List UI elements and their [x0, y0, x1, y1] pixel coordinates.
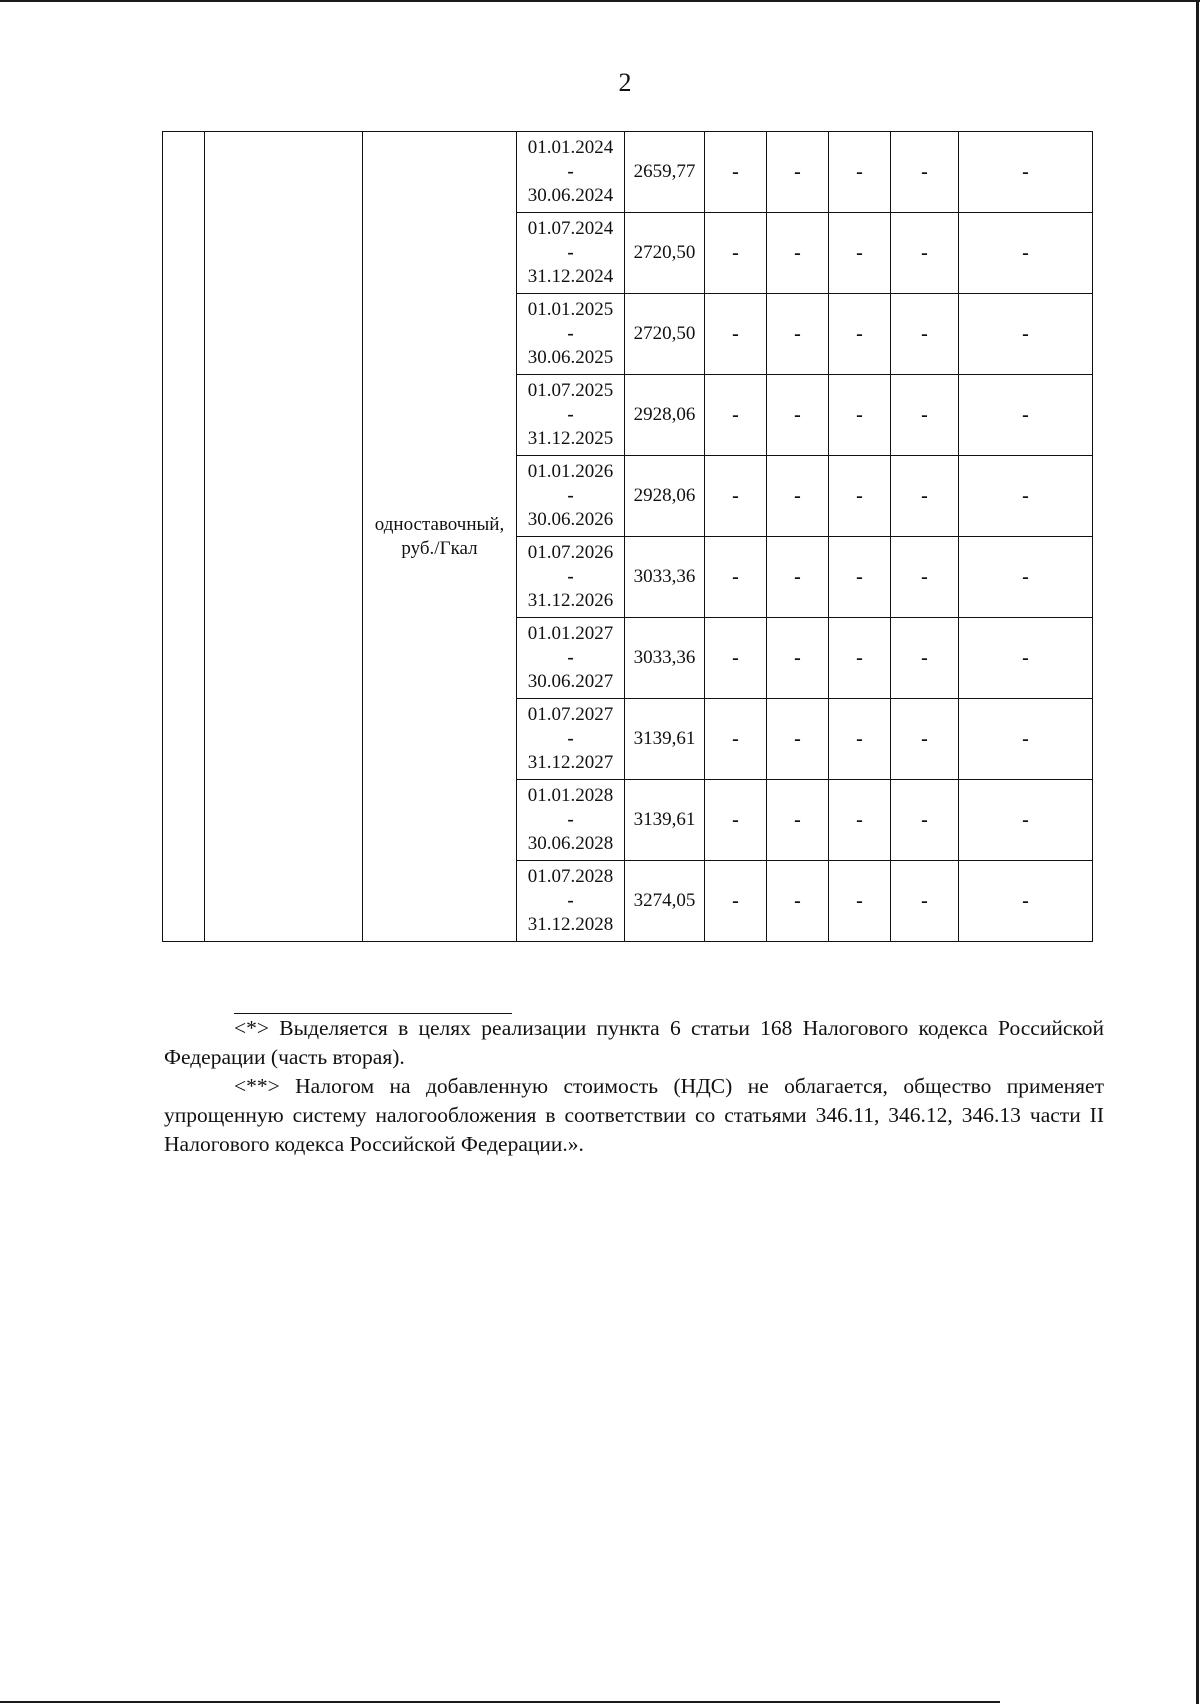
- scan-edge-right: [1196, 0, 1199, 1704]
- empty-value-cell: -: [959, 699, 1093, 780]
- empty-value-cell: -: [891, 780, 959, 861]
- empty-value-cell: -: [829, 132, 891, 213]
- footnote-vat-allocation: <*> Выделяется в целях реализации пункта 6 статьи 168 Налогового кодекса Российской Федерации (часть вторая).: [164, 1016, 1104, 1069]
- period-cell: [517, 780, 625, 861]
- empty-value-cell: -: [829, 213, 891, 294]
- period-cell: [517, 375, 625, 456]
- empty-value-cell: -: [767, 294, 829, 375]
- empty-value-cell: -: [959, 456, 1093, 537]
- empty-value-cell: -: [767, 213, 829, 294]
- period-end: 31.12.2026: [527, 590, 614, 611]
- period-cell: [517, 213, 625, 294]
- period-cell: [517, 699, 625, 780]
- period-end: 30.06.2025: [527, 347, 614, 368]
- empty-value-cell: -: [959, 618, 1093, 699]
- tariff-value-cell: 3139,61: [625, 699, 705, 780]
- period-sep: -: [567, 161, 574, 182]
- tariff-value-cell: 2720,50: [625, 294, 705, 375]
- empty-value-cell: -: [829, 294, 891, 375]
- empty-value-cell: -: [767, 861, 829, 942]
- empty-value-cell: -: [829, 861, 891, 942]
- period-start: 01.01.2027: [527, 623, 614, 644]
- row-number-cell: [163, 132, 205, 942]
- empty-value-cell: -: [767, 618, 829, 699]
- empty-value-cell: -: [891, 699, 959, 780]
- empty-value-cell: -: [829, 456, 891, 537]
- page-number: 2: [618, 68, 632, 97]
- empty-value-cell: -: [959, 375, 1093, 456]
- period-cell: [517, 618, 625, 699]
- period-end: 30.06.2027: [527, 671, 614, 692]
- empty-value-cell: -: [705, 618, 767, 699]
- empty-value-cell: -: [891, 375, 959, 456]
- tariff-table: [162, 131, 1093, 942]
- period-end: 31.12.2025: [527, 428, 614, 449]
- empty-value-cell: -: [705, 780, 767, 861]
- tariff-value-cell: 3033,36: [625, 537, 705, 618]
- empty-value-cell: -: [891, 537, 959, 618]
- organization-cell: [205, 132, 363, 942]
- tariff-value-cell: 2928,06: [625, 375, 705, 456]
- period-end: 30.06.2024: [527, 185, 614, 206]
- footnote-vat-exemption: <**> Налогом на добавленную стоимость (НДС) не облагается, общество применяет упрощенную систему налогообложения в соответствии со статьями 346.11, 346.12, 346.13 части II Налогового кодекса Российской Федерации.».: [164, 1074, 1104, 1156]
- period-sep: -: [567, 242, 574, 263]
- empty-value-cell: -: [959, 132, 1093, 213]
- scan-edge-bottom: [0, 1701, 1000, 1703]
- period-sep: -: [567, 485, 574, 506]
- tariff-value-cell: 3139,61: [625, 780, 705, 861]
- empty-value-cell: -: [891, 861, 959, 942]
- period-start: 01.01.2026: [527, 461, 614, 482]
- period-start: 01.01.2024: [527, 137, 614, 158]
- tariff-value-cell: 3033,36: [625, 618, 705, 699]
- empty-value-cell: -: [959, 861, 1093, 942]
- empty-value-cell: -: [705, 132, 767, 213]
- period-sep: -: [567, 890, 574, 911]
- period-end: 31.12.2024: [527, 266, 614, 287]
- table-row: [163, 132, 1093, 213]
- empty-value-cell: -: [891, 618, 959, 699]
- period-start: 01.01.2028: [527, 785, 614, 806]
- period-sep: -: [567, 566, 574, 587]
- period-start: 01.07.2027: [527, 704, 614, 725]
- empty-value-cell: -: [767, 699, 829, 780]
- period-start: 01.07.2028: [527, 866, 614, 887]
- period-end: 31.12.2027: [527, 752, 614, 773]
- empty-value-cell: -: [705, 699, 767, 780]
- empty-value-cell: -: [891, 456, 959, 537]
- period-start: 01.01.2025: [527, 299, 614, 320]
- empty-value-cell: -: [705, 213, 767, 294]
- period-cell: [517, 537, 625, 618]
- empty-value-cell: -: [705, 537, 767, 618]
- empty-value-cell: -: [767, 780, 829, 861]
- empty-value-cell: -: [829, 375, 891, 456]
- empty-value-cell: -: [705, 456, 767, 537]
- tariff-value-cell: 2720,50: [625, 213, 705, 294]
- empty-value-cell: -: [767, 537, 829, 618]
- empty-value-cell: -: [767, 456, 829, 537]
- empty-value-cell: -: [829, 780, 891, 861]
- empty-value-cell: -: [959, 294, 1093, 375]
- empty-value-cell: -: [705, 861, 767, 942]
- empty-value-cell: -: [891, 132, 959, 213]
- period-start: 01.07.2024: [527, 218, 614, 239]
- period-sep: -: [567, 728, 574, 749]
- period-sep: -: [567, 647, 574, 668]
- period-start: 01.07.2026: [527, 542, 614, 563]
- empty-value-cell: -: [705, 375, 767, 456]
- empty-value-cell: -: [959, 780, 1093, 861]
- period-sep: -: [567, 809, 574, 830]
- period-end: 30.06.2028: [527, 833, 614, 854]
- period-sep: -: [567, 323, 574, 344]
- period-end: 31.12.2028: [527, 914, 614, 935]
- empty-value-cell: -: [705, 294, 767, 375]
- empty-value-cell: -: [767, 132, 829, 213]
- period-sep: -: [567, 404, 574, 425]
- period-cell: [517, 132, 625, 213]
- empty-value-cell: -: [829, 537, 891, 618]
- empty-value-cell: -: [767, 375, 829, 456]
- period-cell: [517, 294, 625, 375]
- empty-value-cell: -: [891, 294, 959, 375]
- tariff-value-cell: 2928,06: [625, 456, 705, 537]
- period-start: 01.07.2025: [527, 380, 614, 401]
- period-cell: [517, 456, 625, 537]
- empty-value-cell: -: [959, 537, 1093, 618]
- period-end: 30.06.2026: [527, 509, 614, 530]
- tariff-value-cell: 3274,05: [625, 861, 705, 942]
- tariff-unit-cell: одноставочный, руб./Гкал: [363, 132, 517, 942]
- footnotes: [164, 1014, 1104, 1159]
- period-cell: [517, 861, 625, 942]
- scan-edge-top: [0, 0, 1200, 2]
- empty-value-cell: -: [829, 699, 891, 780]
- empty-value-cell: -: [891, 213, 959, 294]
- tariff-value-cell: 2659,77: [625, 132, 705, 213]
- empty-value-cell: -: [959, 213, 1093, 294]
- empty-value-cell: -: [829, 618, 891, 699]
